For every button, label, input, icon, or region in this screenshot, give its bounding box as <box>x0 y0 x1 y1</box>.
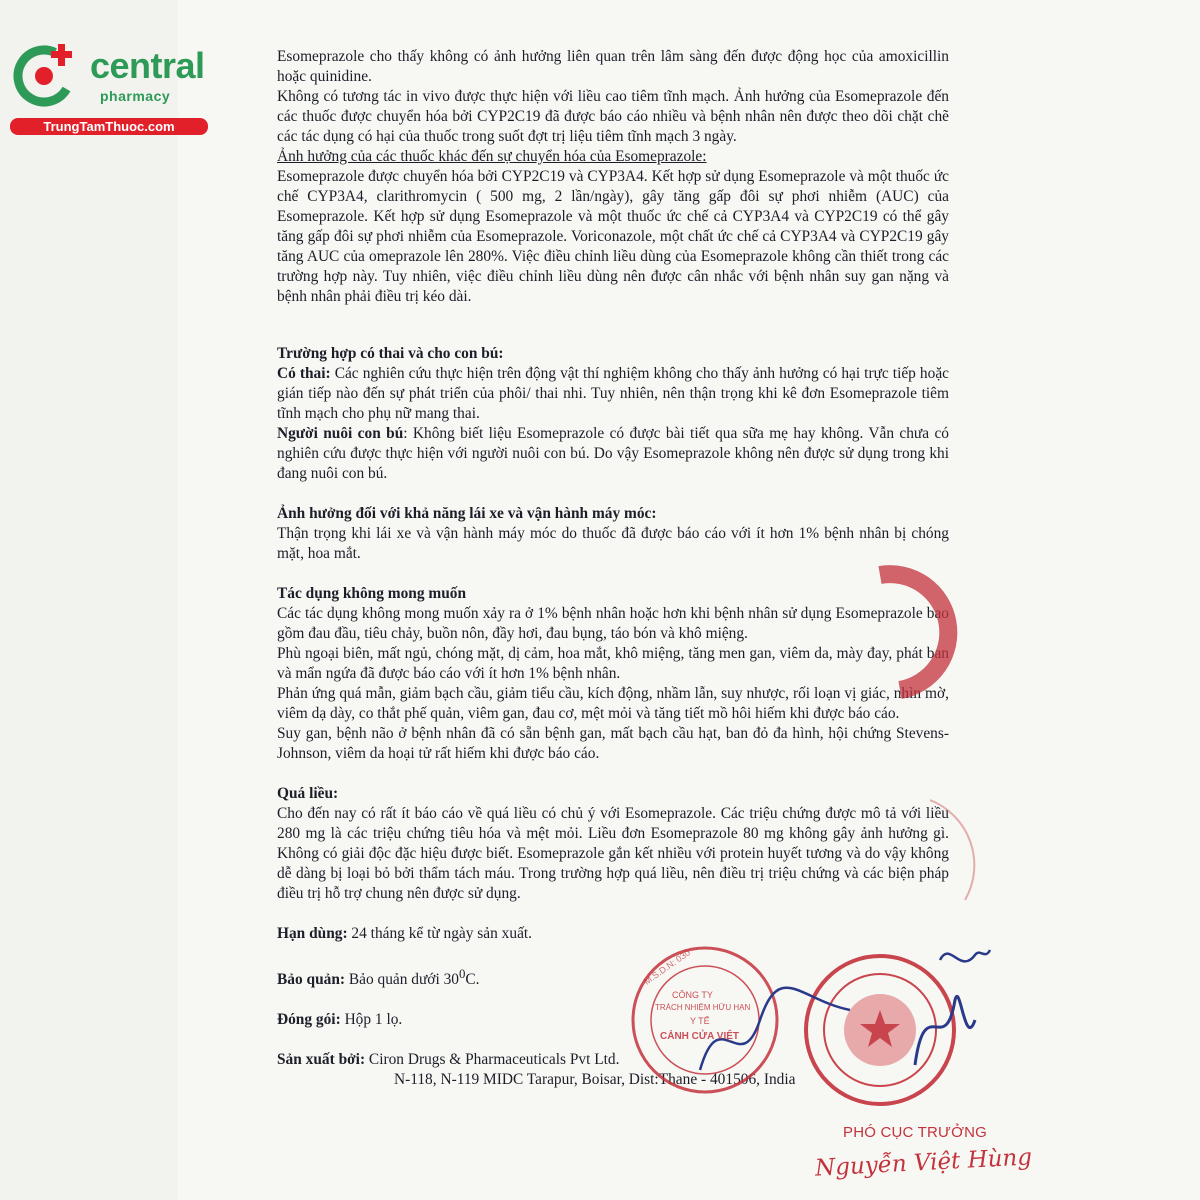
shelf-life-label: Hạn dùng: <box>277 925 348 942</box>
logo-subtitle: pharmacy <box>100 88 171 104</box>
logo-url-banner[interactable]: TrungTamThuoc.com <box>10 118 208 135</box>
manufacturer <box>277 1050 949 1070</box>
logo-brand: central <box>90 45 205 86</box>
storage-degree: 0 <box>458 967 466 981</box>
company-stamp-line2: TRÁCH NHIỆM HỮU HẠN <box>655 1003 751 1012</box>
pharmacy-cross-icon <box>12 40 82 110</box>
document-body <box>277 47 949 1090</box>
label-pregnancy: Có thai: <box>277 365 331 382</box>
manufacturer-address: N-118, N-119 MIDC Tarapur, Boisar, Dist:Thane - 401506, India <box>394 1071 796 1089</box>
shelf-life <box>277 924 949 944</box>
heading-drug-interaction: Ảnh hưởng của các thuốc khác đến sự chuyển hóa của Esomeprazole: <box>277 148 707 165</box>
storage-value: Bảo quản dưới 30 <box>345 971 459 989</box>
packaging-label: Đóng gói: <box>277 1011 341 1029</box>
paragraph-iv-interaction: Không có tương tác in vivo được thực hiện với liều cao tiêm tĩnh mạch. Ảnh hưởng của Esomeprazole đến các thuốc được chuyển hóa bởi CYP2C19 đã được báo cáo nhiều và bệnh nhân nên được theo dõi chặt chẽ các tác dụng có hại của thuốc trong suốt đợt trị liệu tiêm tĩnh mạch 3 ngày. <box>277 88 949 145</box>
central-pharmacy-logo[interactable] <box>10 36 215 136</box>
company-stamp-ring: M.S.D.N: 030 <box>642 947 693 987</box>
signer-title: PHÓ CỤC TRƯỞNG <box>843 1124 988 1141</box>
heading-pregnancy: Trường hợp có thai và cho con bú: <box>277 345 504 362</box>
paragraph-lactation <box>277 424 949 484</box>
paragraph-adverse-uncommon: Phù ngoại biên, mất ngủ, chóng mặt, dị cảm, hoa mắt, khô miệng, tăng men gan, viêm da, mày đay, phát ban và mẩn ngứa đã được báo cáo với ít hơn 1% bệnh nhân. <box>277 645 949 682</box>
paragraph-adverse-common: Các tác dụng không mong muốn xảy ra ở 1% bệnh nhân hoặc hơn khi bệnh nhân sử dụng Esomeprazole bao gồm đau đầu, tiêu chảy, buồn nôn, đầy hơi, đau bụng, táo bón và khô miệng. <box>277 605 949 642</box>
paragraph-adverse-very-rare: Suy gan, bệnh não ở bệnh nhân đã có sẵn bệnh gan, mất bạch cầu hạt, ban đỏ đa hình, hội chứng Stevens-Johnson, viêm da hoại tử rất hiếm khi được báo cáo. <box>277 725 949 762</box>
paragraph-adverse-rare: Phản ứng quá mẫn, giảm bạch cầu, giảm tiểu cầu, kích động, nhầm lẫn, suy nhược, rối loạn vị giác, nhìn mờ, viêm dạ dày, co thắt phế quản, viêm gan, đau cơ, mệt mỏi và tăng tiết mồ hôi hiếm khi được báo cáo. <box>277 685 949 722</box>
shelf-life-value: 24 tháng kể từ ngày sản xuất. <box>347 925 533 942</box>
signer-name: Nguyễn Việt Hùng <box>814 1144 1033 1182</box>
storage-label: Bảo quản: <box>277 971 346 989</box>
company-stamp-line3: Y TẾ <box>690 1016 710 1026</box>
label-lactation: Người nuôi con bú <box>277 425 404 442</box>
text-lactation: : Không biết liệu Esomeprazole có được bài tiết qua sữa mẹ hay không. Vẫn chưa có nghiên cứu được thực hiện với người nuôi con bú. Do vậy Esomeprazole không nên được sử dụng trong khi đang nuôi con bú. <box>277 425 949 482</box>
manufacturer-value: Ciron Drugs & Pharmaceuticals Pvt Ltd. <box>365 1051 620 1069</box>
storage-unit: C. <box>465 971 480 989</box>
heading-driving: Ảnh hưởng đối với khả năng lái xe và vận hành máy móc: <box>277 505 657 522</box>
storage <box>277 964 949 990</box>
company-stamp-line1: CÔNG TY <box>672 990 713 1000</box>
paragraph-pregnancy <box>277 364 949 424</box>
paragraph-cyp-metabolism: Esomeprazole được chuyển hóa bởi CYP2C19 và CYP3A4. Kết hợp sử dụng Esomeprazole và một thuốc ức chế CYP3A4, clarithromycin ( 500 mg, 2 lần/ngày), gây tăng gấp đôi sự phơi nhiễm (AUC) của Esomeprazole. Kết hợp sử dụng Esomeprazole và một thuốc ức chế cả CYP3A4 và CYP2C19 có thể gây tăng gấp đôi sự phơi nhiễm của Esomeprazole. Voriconazole, một chất ức chế cả CYP3A4 và CYP2C19 gây tăng AUC của omeprazole lên 280%. Việc điều chỉnh liều dùng của Esomeprazole không cần thiết trong các trường hợp này. Tuy nhiên, việc điều chỉnh liều dùng nên được cân nhắc với bệnh nhân suy gan nặng và bệnh nhân phải điều trị kéo dài. <box>277 168 949 305</box>
packaging <box>277 1010 949 1030</box>
packaging-value: Hộp 1 lọ. <box>340 1011 403 1029</box>
paragraph-overdose: Cho đến nay có rất ít báo cáo về quá liều có chủ ý với Esomeprazole. Các triệu chứng được mô tả với liều 280 mg là các triệu chứng tiêu hóa và mệt mỏi. Liều đơn Esomeprazole 80 mg không gây ảnh hưởng gì. Không có giải độc đặc hiệu được biết. Esomeprazole gắn kết nhiều với protein huyết tương và do vậy không dễ dàng bị loại bỏ bởi thẩm tách máu. Trong trường hợp quá liều, nên điều trị triệu chứng và các biện pháp điều trị hỗ trợ chung nên được sử dụng. <box>277 805 949 902</box>
manufacturer-label: Sản xuất bởi: <box>277 1051 366 1069</box>
paragraph-pharmacokinetics: Esomeprazole cho thấy không có ảnh hưởng liên quan trên lâm sàng đến được động học của amoxicillin hoặc quinidine. <box>277 48 949 85</box>
heading-adverse-effects: Tác dụng không mong muốn <box>277 585 467 602</box>
company-stamp-line4: CẢNH CỬA VIỆT <box>660 1031 740 1042</box>
heading-overdose: Quá liều: <box>277 785 339 802</box>
paragraph-driving: Thận trọng khi lái xe và vận hành máy móc do thuốc đã được báo cáo với ít hơn 1% bệnh nhân bị chóng mặt, hoa mắt. <box>277 525 949 562</box>
text-pregnancy: Các nghiên cứu thực hiện trên động vật thí nghiệm không cho thấy ảnh hưởng có hại trực tiếp hoặc gián tiếp nào đến sự phát triển của phôi/ thai nhi. Tuy nhiên, nên thận trọng khi kê đơn Esomeprazole tiêm tĩnh mạch cho phụ nữ mang thai. <box>277 365 949 422</box>
